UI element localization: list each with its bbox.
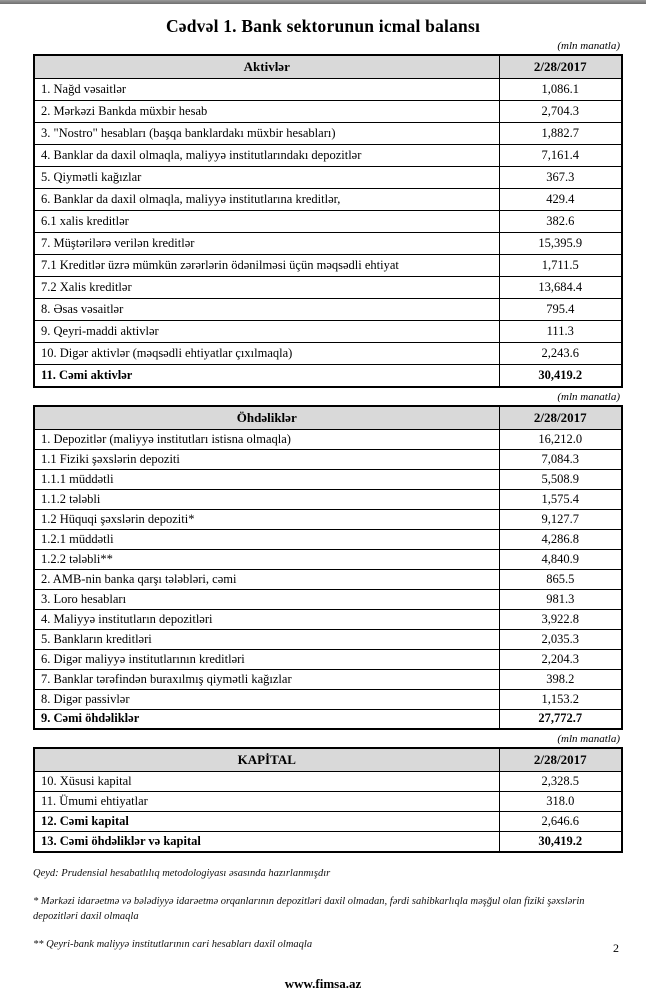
total-capital-row <box>34 812 622 832</box>
row-label: 4. Maliyyə institutların depozitləri <box>34 609 499 629</box>
row-label: 1.2.2 tələbli** <box>34 549 499 569</box>
row-label: 1.1 Fiziki şəxslərin depoziti <box>34 449 499 469</box>
row-value: 398.2 <box>499 669 622 689</box>
row-value: 27,772.7 <box>499 709 622 729</box>
liabilities-table <box>33 405 623 731</box>
table-row <box>34 211 622 233</box>
row-label: 7. Müştərilərə verilən kreditlər <box>34 233 499 255</box>
capital-table-header-row <box>34 748 622 772</box>
row-value: 382.6 <box>499 211 622 233</box>
capital-date-header: 2/28/2017 <box>499 748 622 772</box>
row-label: 3. Loro hesabları <box>34 589 499 609</box>
row-label: 1.2.1 müddətli <box>34 529 499 549</box>
row-value: 111.3 <box>499 321 622 343</box>
footnotes-section <box>33 866 616 953</box>
table-row <box>34 509 622 529</box>
row-value: 2,704.3 <box>499 101 622 123</box>
row-value: 2,646.6 <box>499 812 622 832</box>
row-value: 3,922.8 <box>499 609 622 629</box>
footer-website-url: www.fimsa.az <box>284 976 362 991</box>
row-label: 1. Depozitlər (maliyyə institutları istisna olmaqla) <box>34 429 499 449</box>
row-label: 8. Əsas vəsaitlər <box>34 299 499 321</box>
row-label: 11. Ümumi ehtiyatlar <box>34 792 499 812</box>
row-value: 15,395.9 <box>499 233 622 255</box>
row-label: 7.2 Xalis kreditlər <box>34 277 499 299</box>
table-row <box>34 649 622 669</box>
table-row <box>34 429 622 449</box>
table-row <box>34 772 622 792</box>
row-value: 2,035.3 <box>499 629 622 649</box>
table-row <box>34 792 622 812</box>
row-label: 13. Cəmi öhdəliklər və kapital <box>34 832 499 852</box>
page-title: Cədvəl 1. Bank sektorunun icmal balansı <box>165 16 481 36</box>
assets-column-header: Aktivlər <box>34 55 499 79</box>
page-number: 2 <box>613 941 619 955</box>
row-value: 1,086.1 <box>499 79 622 101</box>
row-label: 6. Banklar da daxil olmaqla, maliyyə institutlarına kreditlər, <box>34 189 499 211</box>
table-row <box>34 255 622 277</box>
row-label: 7.1 Kreditlər üzrə mümkün zərərlərin ödənilməsi üçün məqsədli ehtiyat <box>34 255 499 277</box>
page-top-edge-bar <box>0 0 646 4</box>
row-label: 11. Cəmi aktivlər <box>34 365 499 387</box>
table-row <box>34 321 622 343</box>
total-assets-row <box>34 365 622 387</box>
table-row <box>34 299 622 321</box>
table-row <box>34 549 622 569</box>
row-label: 2. Mərkəzi Bankda müxbir hesab <box>34 101 499 123</box>
row-value: 2,328.5 <box>499 772 622 792</box>
unit-note-assets: (mln manatla) <box>557 40 620 52</box>
row-label: 1.1.1 müddətli <box>34 469 499 489</box>
row-label: 4. Banklar da daxil olmaqla, maliyyə institutlarındakı depozitlər <box>34 145 499 167</box>
table-row <box>34 469 622 489</box>
table-row <box>34 101 622 123</box>
assets-date-header: 2/28/2017 <box>499 55 622 79</box>
liabilities-table-header-row <box>34 406 622 430</box>
capital-column-header: KAPİTAL <box>34 748 499 772</box>
row-value: 9,127.7 <box>499 509 622 529</box>
row-value: 367.3 <box>499 167 622 189</box>
footnote-double-star: ** Qeyri-bank maliyyə institutlarının cari hesabları daxil olmaqla <box>33 939 313 951</box>
row-value: 7,161.4 <box>499 145 622 167</box>
footnote-star: * Mərkəzi idarəetmə və bələdiyyə idarəetmə orqanlarının depozitləri daxil olmadan, fərdi sahibkarlıqla məşğul olan fiziki şəxslərin depozitləri daxil olmaqla <box>33 895 585 922</box>
row-label: 1. Nağd vəsaitlər <box>34 79 499 101</box>
table-row <box>34 189 622 211</box>
table-row <box>34 669 622 689</box>
row-value: 5,508.9 <box>499 469 622 489</box>
table-row <box>34 123 622 145</box>
table-row <box>34 589 622 609</box>
liabilities-date-header: 2/28/2017 <box>499 406 622 430</box>
table-row <box>34 145 622 167</box>
liabilities-column-header: Öhdəliklər <box>34 406 499 430</box>
table-row <box>34 529 622 549</box>
table-row <box>34 569 622 589</box>
row-label: 5. Qiymətli kağızlar <box>34 167 499 189</box>
footnote-note: Qeyd: Prudensial hesabatlılıq metodologiyası əsasında hazırlanmışdır <box>33 867 331 879</box>
capital-table <box>33 747 623 853</box>
row-value: 16,212.0 <box>499 429 622 449</box>
table-row <box>34 233 622 255</box>
row-label: 2. AMB-nin banka qarşı tələbləri, cəmi <box>34 569 499 589</box>
unit-note-capital: (mln manatla) <box>557 733 620 745</box>
table-row <box>34 689 622 709</box>
table-row <box>34 167 622 189</box>
row-value: 2,204.3 <box>499 649 622 669</box>
row-label: 5. Bankların kreditləri <box>34 629 499 649</box>
unit-note-liabilities: (mln manatla) <box>557 390 620 403</box>
row-value: 795.4 <box>499 299 622 321</box>
row-label: 9. Cəmi öhdəliklər <box>34 709 499 729</box>
table-row <box>34 343 622 365</box>
row-value: 30,419.2 <box>499 365 622 387</box>
row-value: 865.5 <box>499 569 622 589</box>
table-row <box>34 489 622 509</box>
row-label: 1.1.2 tələbli <box>34 489 499 509</box>
row-label: 3. "Nostro" hesabları (başqa banklardakı müxbir hesabları) <box>34 123 499 145</box>
assets-table <box>33 54 623 388</box>
row-value: 1,575.4 <box>499 489 622 509</box>
row-label: 1.2 Hüquqi şəxslərin depoziti* <box>34 509 499 529</box>
row-value: 4,840.9 <box>499 549 622 569</box>
row-label: 6. Digər maliyyə institutlarının kreditləri <box>34 649 499 669</box>
row-label: 6.1 xalis kreditlər <box>34 211 499 233</box>
assets-table-header-row <box>34 55 622 79</box>
row-value: 4,286.8 <box>499 529 622 549</box>
row-label: 8. Digər passivlər <box>34 689 499 709</box>
row-label: 9. Qeyri-maddi aktivlər <box>34 321 499 343</box>
row-value: 429.4 <box>499 189 622 211</box>
table-row <box>34 277 622 299</box>
row-value: 1,153.2 <box>499 689 622 709</box>
table-row <box>34 449 622 469</box>
row-value: 318.0 <box>499 792 622 812</box>
total-liabilities-row <box>34 709 622 729</box>
total-liabilities-and-capital-row <box>34 832 622 852</box>
table-row <box>34 629 622 649</box>
row-value: 13,684.4 <box>499 277 622 299</box>
row-value: 1,711.5 <box>499 255 622 277</box>
table-row <box>34 609 622 629</box>
table-row <box>34 79 622 101</box>
row-value: 1,882.7 <box>499 123 622 145</box>
row-value: 981.3 <box>499 589 622 609</box>
row-value: 30,419.2 <box>499 832 622 852</box>
row-value: 7,084.3 <box>499 449 622 469</box>
row-label: 10. Digər aktivlər (məqsədli ehtiyatlar çıxılmaqla) <box>34 343 499 365</box>
row-label: 12. Cəmi kapital <box>34 812 499 832</box>
row-label: 7. Banklar tərəfindən buraxılmış qiymətli kağızlar <box>34 669 499 689</box>
row-label: 10. Xüsusi kapital <box>34 772 499 792</box>
row-value: 2,243.6 <box>499 343 622 365</box>
